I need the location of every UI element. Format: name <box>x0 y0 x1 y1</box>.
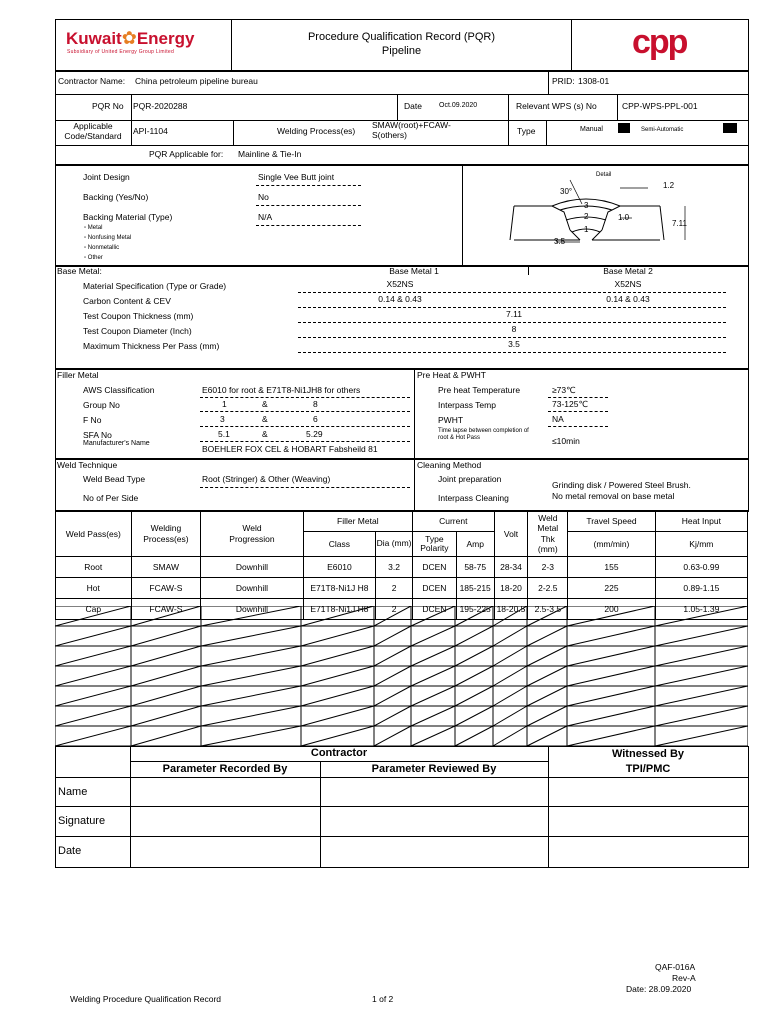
cross-out-line <box>131 606 201 626</box>
cross-out-line <box>655 626 748 646</box>
cell-volt: 28-34 <box>494 557 528 578</box>
cross-out-line <box>567 706 655 726</box>
coupon-thickness-value: 7.11 <box>506 309 522 319</box>
header-thickness: Weld Metal Thk (mm) <box>528 511 568 557</box>
contractor-header: Contractor <box>310 747 368 759</box>
footer-page: 1 of 2 <box>372 994 394 1004</box>
material-spec-label: Material Specification (Type or Grade) <box>83 281 227 291</box>
logo-word-energy: Energy <box>136 29 195 48</box>
sfa-no-amp: & <box>262 429 268 439</box>
carbon-content-label: Carbon Content & CEV <box>83 296 171 306</box>
cross-out-line <box>527 706 567 726</box>
cell-thk: 2.5-3.5 <box>528 599 568 620</box>
interpass-temp-value: 73-125℃ <box>552 399 589 409</box>
cross-out-line <box>411 606 455 626</box>
header-weld-pass: Weld Pass(es) <box>56 511 132 557</box>
cell-heat: 0.89-1.15 <box>655 578 747 599</box>
date-label: Date <box>404 101 422 111</box>
backing-label: Backing (Yes/No) <box>83 192 149 202</box>
cross-out-line <box>301 666 374 686</box>
cell-class: E6010 <box>303 557 376 578</box>
cross-out-line <box>455 706 493 726</box>
max-thickness-label: Maximum Thickness Per Pass (mm) <box>83 341 220 351</box>
cross-out-line <box>55 606 131 626</box>
group-no-a: 1 <box>222 399 227 409</box>
header-volt: Volt <box>494 511 528 557</box>
page-title: Procedure Qualification Record (PQR) <box>307 31 496 43</box>
cross-out-line <box>567 726 655 746</box>
cross-out-line <box>55 646 131 666</box>
wps-value: CPP-WPS-PPL-001 <box>622 101 698 111</box>
cross-out-line <box>493 706 527 726</box>
cross-out-line <box>301 626 374 646</box>
cell-process: FCAW-S <box>131 599 201 620</box>
cross-out-line <box>493 726 527 746</box>
preheat-temp-value: ≥73℃ <box>552 385 576 395</box>
contractor-value: China petroleum pipeline bureau <box>135 76 258 86</box>
contractor-label: Contractor Name: <box>58 76 126 86</box>
cross-out-line <box>55 686 131 706</box>
interpass-temp-label: Interpass Temp <box>438 400 496 410</box>
backing-value: No <box>258 192 269 202</box>
cell-type: DCEN <box>412 578 456 599</box>
cell-progression: Downhill <box>201 557 303 578</box>
preheat-title: Pre Heat & PWHT <box>417 370 486 380</box>
cell-travel: 200 <box>568 599 655 620</box>
cross-out-line <box>374 706 411 726</box>
footer-code: QAF-016A <box>655 962 696 972</box>
cross-out-line <box>374 726 411 746</box>
backing-option-other: ▫ Other <box>84 255 103 261</box>
dim-angle: 30° <box>560 187 573 196</box>
manufacturer-value: BOEHLER FOX CEL & HOBART Fabsheild 81 <box>202 444 378 454</box>
tpi-pmc-header: TPI/PMC <box>625 763 671 775</box>
cross-out-line <box>201 726 301 746</box>
cross-out-line <box>411 666 455 686</box>
cross-out-line <box>201 626 301 646</box>
f-no-b: 6 <box>313 414 318 424</box>
table-row <box>56 578 748 599</box>
cross-out-line <box>131 706 201 726</box>
type-label: Type <box>517 126 536 136</box>
cross-out-line <box>374 646 411 666</box>
cell-volt: 18-20.5 <box>494 599 528 620</box>
backing-option-metal: ▫ Metal <box>84 225 103 231</box>
cell-pass: Cap <box>56 599 132 620</box>
cross-out-line <box>131 726 201 746</box>
cross-out-line <box>411 686 455 706</box>
dim-gap: 3.5 <box>554 237 566 246</box>
cross-out-line <box>455 646 493 666</box>
cross-out-line <box>567 646 655 666</box>
pass-table-header-1 <box>56 511 748 532</box>
cross-out-line <box>527 646 567 666</box>
joint-design-label: Joint Design <box>83 172 130 182</box>
cell-dia: 2 <box>376 578 413 599</box>
cross-out-line <box>301 706 374 726</box>
cross-out-line <box>201 706 301 726</box>
cross-out-line <box>567 626 655 646</box>
header-filler: Filler Metal <box>303 511 412 532</box>
cross-out-line <box>55 626 131 646</box>
name-row-label: Name <box>58 786 88 798</box>
cross-out-line <box>374 606 411 626</box>
witnessed-by-header: Witnessed By <box>611 748 685 760</box>
cross-out-line <box>527 686 567 706</box>
page-subtitle: Pipeline <box>381 45 422 57</box>
joint-prep-label: Joint preparation <box>438 474 502 484</box>
cleaning-value-1: Grinding disk / Powered Steel Brush. <box>552 480 691 490</box>
header-heat: Heat Input <box>655 511 747 532</box>
cross-out-line <box>493 626 527 646</box>
cross-out-line <box>655 726 748 746</box>
prid-label: PRID: <box>552 76 575 86</box>
f-no-a: 3 <box>220 414 225 424</box>
date-value: Oct.09.2020 <box>439 102 478 109</box>
coupon-diameter-value: 8 <box>511 324 517 334</box>
pass-1-mark: 1 <box>584 225 589 234</box>
code-value: API-1104 <box>133 126 168 136</box>
cell-heat: 0.63-0.99 <box>655 557 747 578</box>
wps-label: Relevant WPS (s) No <box>516 101 597 111</box>
company-logo <box>66 28 194 49</box>
cross-out-line <box>527 606 567 626</box>
cell-pass: Hot <box>56 578 132 599</box>
bead-type-value: Root (Stringer) & Other (Weaving) <box>202 474 331 484</box>
time-lapse-label: Time lapse between completion of root & Hot Pass <box>438 428 529 441</box>
technique-title: Weld Technique <box>57 460 118 470</box>
cross-out-line <box>301 646 374 666</box>
header-class: Class <box>303 532 376 557</box>
cell-amp: 58-75 <box>456 557 494 578</box>
cross-out-line <box>301 686 374 706</box>
cross-out-line <box>301 606 374 626</box>
cross-out-line <box>455 606 493 626</box>
cross-out-line <box>493 686 527 706</box>
material-spec-bm1: X52NS <box>386 279 414 289</box>
cross-out-line <box>411 646 455 666</box>
cross-out-line <box>527 726 567 746</box>
preheat-temp-label: Pre heat Temperature <box>438 385 521 395</box>
detail-label: Detail <box>596 172 612 178</box>
dim-thickness: 7.11 <box>672 219 687 228</box>
cell-class: E71T8-Ni1J H8 <box>303 578 376 599</box>
cross-out-line <box>301 726 374 746</box>
dim-cap: 1.2 <box>663 181 675 190</box>
cross-out-line <box>493 606 527 626</box>
cross-out-line <box>131 686 201 706</box>
manual-label: Manual <box>580 126 603 133</box>
backing-option-nonmetallic: ▫ Nonmetallic <box>84 245 120 251</box>
cross-out-line <box>493 646 527 666</box>
pass-table <box>55 510 748 620</box>
signature-row-label: Signature <box>58 815 106 827</box>
cleaning-title: Cleaning Method <box>417 460 482 470</box>
group-no-b: 8 <box>313 399 318 409</box>
cross-out-line <box>201 686 301 706</box>
cell-type: DCEN <box>412 557 456 578</box>
header-process: Welding Process(es) <box>131 511 201 557</box>
cross-out-line <box>655 606 748 626</box>
cross-out-line <box>55 666 131 686</box>
semi-auto-checkbox[interactable] <box>723 123 737 133</box>
cross-out-line <box>411 626 455 646</box>
process-label: Welding Process(es) <box>277 126 356 136</box>
sfa-no-b: 5.29 <box>306 429 323 439</box>
carbon-content-bm2: 0.14 & 0.43 <box>606 294 650 304</box>
cross-out-line <box>655 646 748 666</box>
header-amp: Amp <box>456 532 494 557</box>
backing-material-label: Backing Material (Type) <box>83 212 173 222</box>
cell-progression: Downhill <box>201 599 303 620</box>
backing-material-value: N/A <box>258 212 273 222</box>
cross-out-line <box>201 606 301 626</box>
cross-out-line <box>55 706 131 726</box>
cross-out-line <box>201 666 301 686</box>
reviewed-by-header: Parameter Reviewed By <box>371 763 497 775</box>
cross-out-line <box>131 646 201 666</box>
header-travel-unit: (mm/min) <box>568 532 655 557</box>
recorded-by-header: Parameter Recorded By <box>162 763 288 775</box>
header-type: Type Polarity <box>412 532 456 557</box>
filler-title: Filler Metal <box>57 370 99 380</box>
prid-value: 1308-01 <box>578 76 610 86</box>
cross-out-line <box>55 726 131 746</box>
cell-dia: 3.2 <box>376 557 413 578</box>
cross-out-line <box>374 686 411 706</box>
cell-travel: 155 <box>568 557 655 578</box>
base-metal-2-header: Base Metal 2 <box>603 266 653 276</box>
pqr-no-value: PQR-2020288 <box>133 101 188 111</box>
cross-out-line <box>131 626 201 646</box>
cross-out-line <box>567 666 655 686</box>
flower-icon: ✿ <box>121 28 137 48</box>
cross-out-line <box>455 626 493 646</box>
joint-detail-drawing <box>500 168 700 260</box>
footer-date: Date: 28.09.2020 <box>626 984 692 994</box>
material-spec-bm2: X52NS <box>614 279 642 289</box>
coupon-diameter-label: Test Coupon Diameter (Inch) <box>83 326 192 336</box>
cell-heat: 1.05-1.39 <box>655 599 747 620</box>
filler-box <box>55 368 749 460</box>
cell-amp: 195-225 <box>456 599 494 620</box>
base-metal-1-header: Base Metal 1 <box>389 266 439 276</box>
coupon-thickness-label: Test Coupon Thickness (mm) <box>83 311 194 321</box>
pwht-label: PWHT <box>438 415 464 425</box>
f-no-label: F No <box>83 415 102 425</box>
cross-out-line <box>493 666 527 686</box>
code-label: Applicable Code/Standard <box>64 121 122 141</box>
cross-out-line <box>655 686 748 706</box>
interpass-cleaning-label: Interpass Cleaning <box>438 493 509 503</box>
cross-out-line <box>655 666 748 686</box>
cleaning-value-2: No metal removal on base metal <box>552 491 675 501</box>
bead-type-label: Weld Bead Type <box>83 474 146 484</box>
cell-amp: 185-215 <box>456 578 494 599</box>
logo-subtitle: Subsidiary of United Energy Group Limited <box>67 49 175 55</box>
pwht-value: NA <box>552 414 564 424</box>
semi-auto-label: Semi-Automatic <box>641 127 684 133</box>
group-no-label: Group No <box>83 400 120 410</box>
footer-doc-title: Welding Procedure Qualification Record <box>70 994 222 1004</box>
cross-out-line <box>567 606 655 626</box>
cross-out-line <box>567 686 655 706</box>
cross-out-line <box>411 726 455 746</box>
aws-value: E6010 for root & E71T8-Ni1JH8 for others <box>202 385 361 395</box>
cross-out-line <box>131 666 201 686</box>
pqr-no-label: PQR No <box>92 101 124 111</box>
backing-option-nonfusing: ▫ Nonfusing Metal <box>84 235 132 241</box>
header-heat-unit: Kj/mm <box>655 532 747 557</box>
cell-thk: 2-3 <box>528 557 568 578</box>
cpp-logo: cpp <box>632 23 687 61</box>
aws-label: AWS Classification <box>83 385 155 395</box>
cell-thk: 2-2.5 <box>528 578 568 599</box>
base-metal-title: Base Metal: <box>57 266 102 276</box>
table-row <box>56 557 748 578</box>
cross-out-line <box>655 706 748 726</box>
cross-out-line <box>455 666 493 686</box>
header-current: Current <box>412 511 494 532</box>
date-row-label: Date <box>58 845 82 857</box>
cross-out-line <box>527 626 567 646</box>
crossed-empty-rows <box>55 606 748 747</box>
cell-process: SMAW <box>131 557 201 578</box>
manual-checkbox[interactable] <box>618 123 630 133</box>
sfa-no-a: 5.1 <box>218 429 230 439</box>
cross-out-line <box>374 666 411 686</box>
cross-out-line <box>455 726 493 746</box>
cell-travel: 225 <box>568 578 655 599</box>
applicable-value: Mainline & Tie-In <box>238 149 302 159</box>
applicable-label: PQR Applicable for: <box>149 149 224 159</box>
f-no-amp: & <box>262 414 268 424</box>
cross-out-line <box>455 686 493 706</box>
cell-process: FCAW-S <box>131 578 201 599</box>
cross-out-line <box>527 666 567 686</box>
dim-land: 1.0 <box>618 213 630 222</box>
joint-design-value: Single Vee Butt joint <box>258 172 335 182</box>
time-lapse-value: ≤10min <box>552 436 580 446</box>
logo-word-kuwait: Kuwait <box>66 29 122 48</box>
cross-out-line <box>374 626 411 646</box>
cross-out-line <box>201 646 301 666</box>
footer-rev: Rev-A <box>672 973 696 983</box>
header-dia: Dia (mm) <box>376 532 413 557</box>
passes-per-side-label: No of Per Side <box>83 493 139 503</box>
carbon-content-bm1: 0.14 & 0.43 <box>378 294 422 304</box>
max-thickness-value: 3.5 <box>508 339 520 349</box>
cell-pass: Root <box>56 557 132 578</box>
process-value: SMAW(root)+FCAW-S(others) <box>372 120 451 140</box>
header-travel: Travel Speed <box>568 511 655 532</box>
cell-class: E71T8-Ni1J H8 <box>303 599 376 620</box>
cross-out-line <box>411 706 455 726</box>
cell-volt: 18-20 <box>494 578 528 599</box>
header-progression: Weld Progression <box>201 511 303 557</box>
group-no-amp: & <box>262 399 268 409</box>
cell-progression: Downhill <box>201 578 303 599</box>
sfa-no-label: SFA No <box>83 430 112 440</box>
pass-2-mark: 2 <box>584 212 589 221</box>
cell-dia: 2 <box>376 599 413 620</box>
pass-3-mark: 3 <box>584 201 589 210</box>
cell-type: DCEN <box>412 599 456 620</box>
manufacturer-label: Manufacturer's Name <box>83 440 150 447</box>
